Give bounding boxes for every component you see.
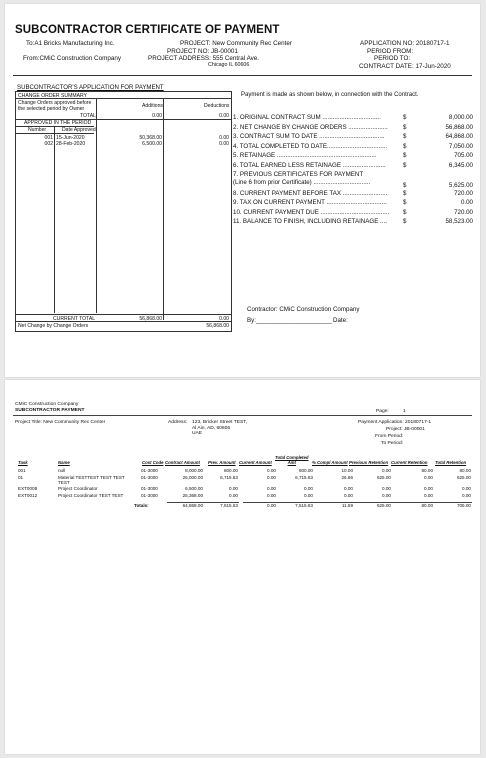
summary-label: 3. CONTRACT SUM TO DATE ...................................... xyxy=(233,133,385,140)
co-number: 001 xyxy=(44,135,53,141)
from-field: From:CMiC Construction Company xyxy=(23,55,121,62)
name-cell: Project Coordinator xyxy=(58,486,98,491)
summary-dollar: $ xyxy=(403,208,407,216)
col-prev-retention: Previous Retention xyxy=(349,460,389,465)
to-period: To Period: xyxy=(381,441,404,446)
summary-label: 7. PREVIOUS CERTIFICATES FOR PAYMENT xyxy=(233,171,364,178)
application-section-title: SUBCONTRACTOR'S APPLICATION FOR PAYMENT xyxy=(17,84,164,91)
grid-divider xyxy=(96,98,97,313)
cost-code-cell: 01-3000 xyxy=(141,493,158,498)
approved-period-label: APPROVED IN THE PERIOD xyxy=(24,120,92,126)
project-address-line2: Chicago IL 60606 xyxy=(208,62,250,68)
col-task: Task xyxy=(18,460,28,465)
summary-label: 5. RETAINAGE .......................................................... xyxy=(233,152,377,159)
totals-completed: 7,515.63 xyxy=(295,503,313,508)
total-completed-cell: 6,715.63 xyxy=(295,475,313,480)
current-retention-cell: 0.00 xyxy=(424,475,433,480)
summary-label: 10. CURRENT PAYMENT DUE ........................................ xyxy=(233,208,390,216)
subcontractor-payment-page xyxy=(5,380,480,754)
summary-amount: 58,523.00 xyxy=(445,218,473,225)
project-no-field: PROJECT NO: JB-00001 xyxy=(167,47,238,55)
total-retention-cell: 0.00 xyxy=(462,486,471,491)
total-completed-cell: 0.00 xyxy=(304,486,313,491)
summary-amount: 720.00 xyxy=(454,208,473,216)
document-title: SUBCONTRACTOR CERTIFICATE OF PAYMENT xyxy=(15,24,280,36)
summary-dollar: $ xyxy=(403,142,407,150)
task-cell: 001 xyxy=(18,468,26,473)
project-title: Project Title: New Community Rec Center xyxy=(15,420,106,425)
co-date: 15-Jun-2020 xyxy=(56,135,85,141)
summary-label: 6. TOTAL EARNED LESS RETAINAGE ......................... xyxy=(233,161,386,169)
summary-dollar: $ xyxy=(403,123,407,131)
address-label: Address: xyxy=(168,420,188,425)
summary-amount: 56,868.00 xyxy=(445,123,473,131)
current-retention-cell: 80.00 xyxy=(421,468,433,473)
payment-application: Payment Application: 20180717-1 xyxy=(358,420,432,425)
col-total-completed-line1: Total Completed xyxy=(275,455,309,460)
totals-label: Totals: xyxy=(134,503,149,508)
cost-code-cell: 01-3000 xyxy=(141,468,158,473)
totals-prev: 7,515.63 xyxy=(220,503,238,508)
totals-current: 0.00 xyxy=(267,503,276,508)
co-additions: 6,500.00 xyxy=(142,141,162,147)
address-line2: Al Ain, AD, 60606 xyxy=(192,425,231,431)
totals-current-retention: 80.00 xyxy=(421,503,433,508)
totals-total-retention: 705.00 xyxy=(456,503,471,508)
approved-before-label-2: the selected period by Owner xyxy=(18,106,85,112)
summary-label: 4. TOTAL COMPLETED TO DATE................................... xyxy=(233,142,388,150)
summary-row xyxy=(233,162,473,170)
certificate-page xyxy=(5,4,480,377)
summary-amount: 8,000.00 xyxy=(448,114,473,121)
summary-row xyxy=(233,190,473,198)
col-name: Name xyxy=(58,460,70,465)
summary-amount: 64,868.00 xyxy=(445,133,473,140)
prev-amount-cell: 800.00 xyxy=(223,468,238,473)
current-amount-cell: 0.00 xyxy=(267,468,276,473)
summary-row xyxy=(233,143,473,151)
summary-dollar: $ xyxy=(403,161,407,169)
total-retention-cell: 80.00 xyxy=(459,468,471,473)
period-to-field: PERIOD TO: xyxy=(374,55,411,62)
summary-dollar: $ xyxy=(403,189,407,197)
summary-dollar: $ xyxy=(403,199,407,206)
prev-retention-cell: 0.00 xyxy=(382,486,391,491)
col-total-completed xyxy=(275,455,309,465)
change-order-grid xyxy=(15,91,232,332)
co-number: 002 xyxy=(44,141,53,147)
total-additions: 0.00 xyxy=(152,112,162,119)
summary-amount: 6,345.00 xyxy=(448,161,473,169)
col-current-retention: Current Retention xyxy=(391,460,428,465)
summary-dollar: $ xyxy=(403,133,407,140)
header-divider xyxy=(13,75,472,76)
summary-label: 11. BALANCE TO FINISH, INCLUDING RETAINAGE .... xyxy=(233,218,387,225)
net-change-value: 56,868.00 xyxy=(206,322,229,329)
address-line1: 123, Bricker Street TEST, xyxy=(192,420,248,425)
contract-cell: 8,000.00 xyxy=(185,468,203,473)
summary-row xyxy=(233,179,473,187)
current-total-deductions: 0.00 xyxy=(219,315,229,322)
summary-row xyxy=(233,114,473,122)
net-change-label: Net Change by Change Orders xyxy=(18,322,89,329)
summary-row xyxy=(233,199,473,207)
summary-dollar: $ xyxy=(403,182,407,189)
name-cell-continued: TEST xyxy=(58,480,70,485)
period-from-field: PERIOD FROM: xyxy=(367,47,414,55)
pct-compl-cell: 0.00 xyxy=(344,493,353,498)
summary-row xyxy=(233,171,473,179)
totals-contract: 64,868.00 xyxy=(182,503,203,508)
project-field: PROJECT: New Community Rec Center xyxy=(180,40,292,47)
totals-pct: 11.59 xyxy=(341,503,353,508)
summary-label: 8. CURRENT PAYMENT BEFORE TAX .......................... xyxy=(233,189,388,197)
current-total-label: CURRENT TOTAL xyxy=(53,315,96,322)
payment-intro: Payment is made as shown below, in connection with the Contract. xyxy=(241,92,419,98)
col-prev-amount: Prev. Amount xyxy=(208,460,236,465)
contractor-field: Contractor: CMiC Construction Company xyxy=(247,306,360,313)
project-address-field: PROJECT ADDRESS: 555 Central Ave. xyxy=(148,55,260,62)
current-amount-cell: 0.00 xyxy=(267,493,276,498)
current-retention-cell: 0.00 xyxy=(424,486,433,491)
prev-amount-cell: 0.00 xyxy=(229,486,238,491)
total-retention-cell: 0.00 xyxy=(462,493,471,498)
summary-dollar: $ xyxy=(403,114,407,121)
grid-divider xyxy=(163,98,164,320)
summary-row xyxy=(233,209,473,217)
contract-cell: 6,500.00 xyxy=(185,486,203,491)
signature-line: By:______________________ xyxy=(247,317,332,324)
address-line3: UAE xyxy=(192,431,203,436)
contract-cell: 25,368.00 xyxy=(182,493,203,498)
report-title: SUBCONTRACTOR PAYMENT xyxy=(15,408,85,413)
col-cost-code: Cost Code xyxy=(142,460,164,465)
pct-compl-cell: 0.00 xyxy=(344,486,353,491)
col-total-completed-line2: Amt xyxy=(287,460,296,465)
prev-retention-cell: 0.00 xyxy=(382,468,391,473)
number-header: Number xyxy=(28,127,47,133)
summary-label: 1. ORIGINAL CONTRACT SUM .................................. xyxy=(233,114,381,121)
pct-compl-cell: 10.00 xyxy=(341,468,353,473)
summary-amount: 0.00 xyxy=(460,199,473,206)
task-cell: EXT0012 xyxy=(18,493,38,498)
summary-row xyxy=(233,124,473,132)
pct-compl-cell: 26.86 xyxy=(341,475,353,480)
task-cell: 01 xyxy=(18,475,24,480)
total-completed-cell: 0.00 xyxy=(304,493,313,498)
totals-prev-retention: 625.00 xyxy=(376,503,391,508)
prev-amount-cell: 0.00 xyxy=(229,493,238,498)
project-code: Project: JB-00001 xyxy=(386,427,425,432)
summary-label: 2. NET CHANGE BY CHANGE ORDERS ....................... xyxy=(233,123,388,131)
co-additions: 50,368.00 xyxy=(139,135,162,141)
to-field: To:A1 Bricks Manufacturing Inc. xyxy=(26,40,115,47)
co-deductions: 0.00 xyxy=(219,135,229,141)
page-number: 1 xyxy=(403,409,406,414)
summary-dollar: $ xyxy=(403,152,407,159)
summary-row xyxy=(233,218,473,226)
name-cell: null xyxy=(58,468,66,473)
additions-header: Additions xyxy=(142,103,163,109)
cost-code-cell: 01-3000 xyxy=(141,475,158,480)
contract-date-field: CONTRACT DATE: 17-Jun-2020 xyxy=(359,63,451,70)
application-no-field: APPLICATION NO: 20180717-1 xyxy=(360,40,450,47)
header-divider xyxy=(13,415,472,416)
summary-amount: 720.00 xyxy=(454,189,473,197)
summary-row xyxy=(233,133,473,141)
task-cell: EXT0008 xyxy=(18,486,38,491)
summary-row xyxy=(233,152,473,160)
prev-retention-cell: 625.00 xyxy=(376,475,391,480)
summary-label: 9. TAX ON CURRENT PAYMENT ................................... xyxy=(233,199,387,206)
col-total-retention: Total Retention xyxy=(435,460,467,465)
date-approved-header: Date Approved xyxy=(62,127,96,133)
col-contract-amount: Contract Amount xyxy=(165,460,200,465)
prev-amount-cell: 6,715.63 xyxy=(220,475,238,480)
co-date: 28-Feb-2020 xyxy=(56,141,86,147)
change-order-summary-label: CHANGE ORDER SUMMARY xyxy=(18,92,87,99)
date-field: Date: xyxy=(333,317,348,324)
col-pct-compl: % Compl Amount xyxy=(312,460,348,465)
grid-divider xyxy=(54,126,55,313)
contract-cell: 25,000.00 xyxy=(182,475,203,480)
current-amount-cell: 0.00 xyxy=(267,475,276,480)
cost-code-cell: 01-3000 xyxy=(141,486,158,491)
summary-dollar: $ xyxy=(403,218,407,225)
name-cell: Material TESTTEST TEST TEST xyxy=(58,475,125,480)
total-completed-cell: 800.00 xyxy=(298,468,313,473)
current-retention-cell: 0.00 xyxy=(424,493,433,498)
grid-divider xyxy=(16,133,94,134)
summary-amount: 705.00 xyxy=(454,152,473,159)
from-period: From Period: xyxy=(375,434,404,439)
summary-amount: 7,050.00 xyxy=(448,142,473,150)
summary-amount: 5,625.00 xyxy=(448,182,473,189)
current-total-additions: 56,868.00 xyxy=(139,315,162,322)
total-label: TOTAL xyxy=(80,112,96,119)
page-label: Page: xyxy=(376,409,389,414)
co-deductions: 0.00 xyxy=(219,141,229,147)
name-cell: Project Coordinator TEST TEST xyxy=(58,493,124,498)
total-deductions: 0.00 xyxy=(219,112,229,119)
summary-label: (Line 6 from prior Certificate) ................................. xyxy=(233,179,371,186)
company-name: CMiC Construction Company xyxy=(15,402,79,407)
col-current-amount: Current Amount xyxy=(239,460,272,465)
current-amount-cell: 0.00 xyxy=(267,486,276,491)
prev-retention-cell: 0.00 xyxy=(382,493,391,498)
deductions-header: Deductions xyxy=(204,103,230,109)
total-retention-cell: 625.00 xyxy=(456,475,471,480)
approved-before-label: Change Orders approved before xyxy=(18,100,92,106)
